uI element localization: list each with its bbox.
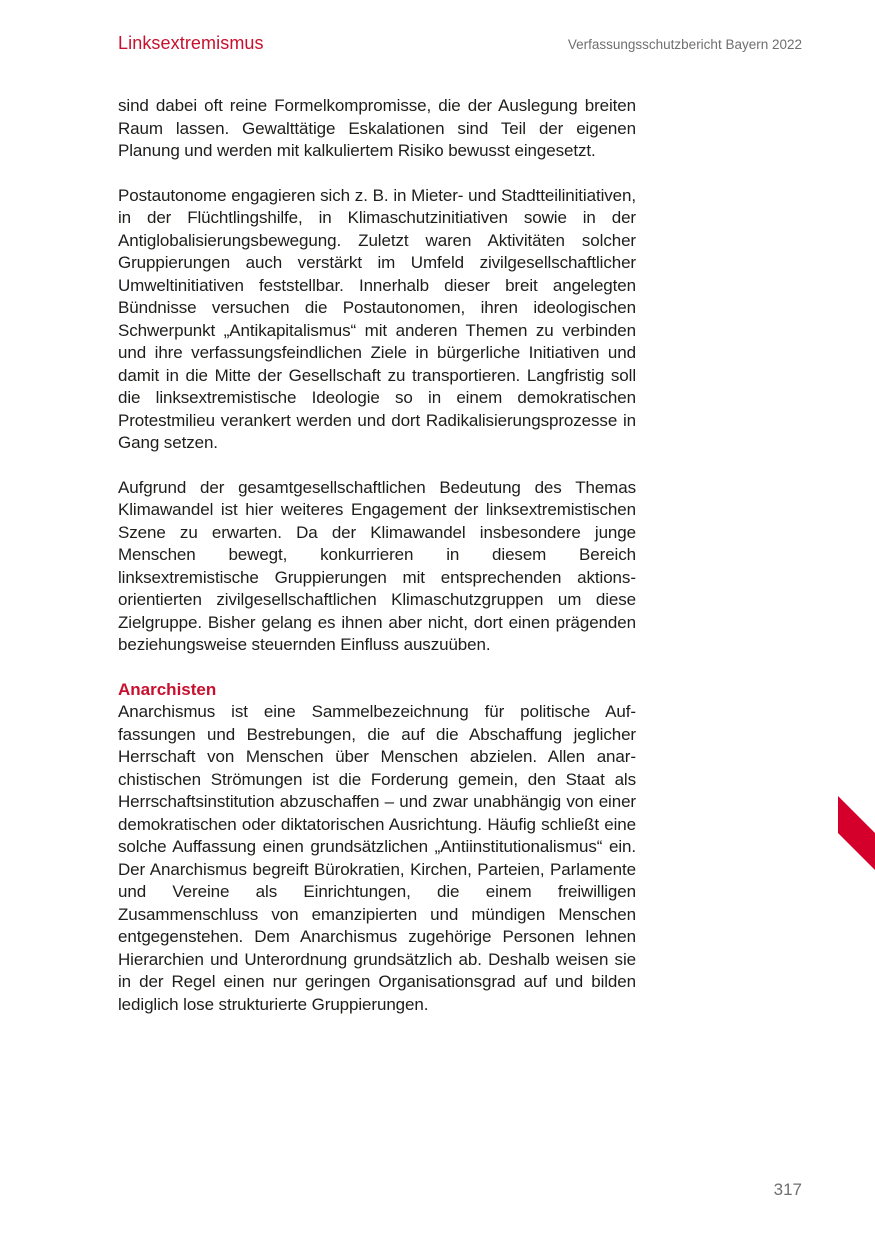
running-header-section: Linksextremismus	[118, 33, 264, 53]
page-body	[118, 95, 636, 1038]
section-heading-anarchisten: Anarchisten	[118, 679, 217, 699]
body-paragraph: sind dabei oft reine Formelkompromisse, die der Auslegung breiten Raum lassen. Gewalttätige Eskalationen sind Teil der eigenen Planung und werden mit kalkuliertem Risiko bewusst eingesetzt.	[118, 96, 636, 160]
body-paragraph: Aufgrund der gesamtgesellschaftlichen Bedeutung des Themas Klimawandel ist hier weiteres Engagement der linksextremistischen Szene zu erwarten. Da der Klimawandel insbesondere junge Menschen bewegt, konkurrieren in diesem Bereich linksextremistische Gruppierungen mit entsprechenden aktionsorientierten zivilgesellschaftlichen Klimaschutzgruppen um diese Zielgruppe. Bisher gelang es ihnen aber nicht, dort einen prägenden beziehungsweise steuernden Einfluss auszuüben.	[118, 477, 636, 654]
body-paragraph: Postautonome engagieren sich z. B. in Mieter- und Stadtteilinitiativen, in der Flüchtlingshilfe, in Klimaschutzinitiativen sowie in der Antiglobalisierungsbewegung. Zuletzt waren Aktivitäten solcher Gruppierungen auch verstärkt im Umfeld zivilgesellschaftlicher Umweltinitiativen feststellbar. Innerhalb dieser breit angelegten Bündnisse versuchen die Postautonomen, ihren ideologischen Schwerpunkt „Antikapitalismus“ mit anderen Themen zu verbinden und ihre verfassungsfeindlichen Ziele in bürgerliche Initiativen und damit in die Mitte der Gesellschaft zu transportieren. Langfristig soll die linksextremistische Ideologie so in einem demokratischen Protestmilieu verankert werden und dort Radikalisierungsprozesse in Gang setzen.	[118, 185, 636, 452]
body-paragraph: Anarchismus ist eine Sammelbezeichnung für politische Auffassungen und Bestrebungen, die auf die Abschaffung jeglicher Herrschaft von Menschen über Menschen abzielen. Allen anarchistischen Strömungen ist die Forderung gemein, den Staat als Herrschaftsinstitution abzuschaffen – und zwar unabhängig von einer demokratischen oder diktatorischen Ausrichtung. Häufig schließt eine solche Auffassung einen grundsätzlichen „Antiinstitutionalismus“ ein. Der Anarchismus begreift Bürokratien, Kirchen, Parteien, Parlamente und Vereine als Einrichtungen, die einem freiwilligen Zusammenschluss von emanzipierten und mündigen Menschen entgegenstehen. Dem Anarchismus zugehörige Personen lehnen Hierarchien und Unterordnung grundsätzlich ab. Deshalb weisen sie in der Regel einen nur geringen Organisationsgrad auf und bilden lediglich lose strukturierte Gruppierungen.	[118, 702, 636, 1014]
running-header-document-title: Verfassungsschutzbericht Bayern 2022	[567, 37, 802, 52]
page-number: 317	[773, 1180, 802, 1199]
chapter-tab-marker	[838, 796, 875, 870]
